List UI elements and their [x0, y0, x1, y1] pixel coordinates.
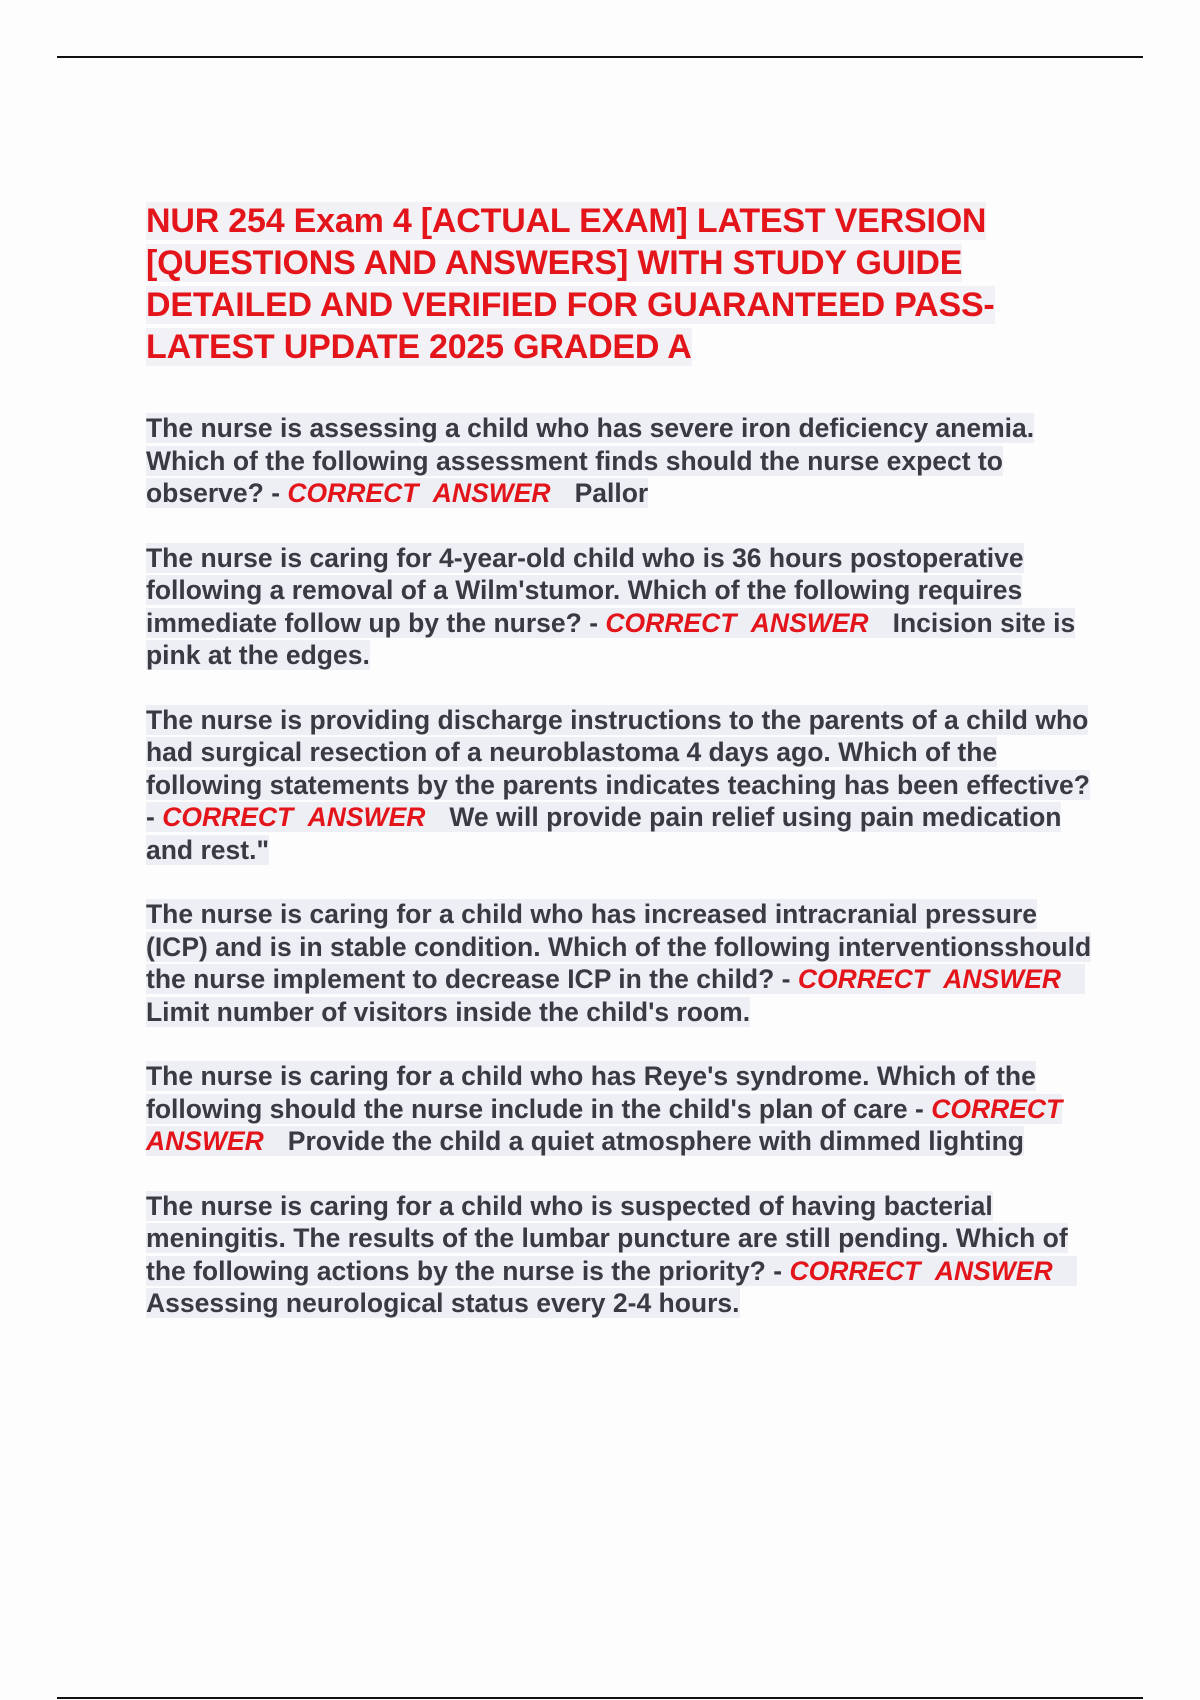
answer-text: Limit number of visitors inside the child's room.	[146, 996, 751, 1027]
question-text: The nurse is caring for a child who has increased intracranial pressure (ICP) and is in stable condition. Which of the following interventionsshould the nurse implement to decrease ICP in the child? -	[146, 899, 1092, 994]
answer-text: Pallor	[574, 478, 649, 508]
correct-answer-label: CORRECT ANSWER	[146, 1093, 1063, 1156]
question-text: The nurse is assessing a child who has severe iron deficiency anemia. Which of the following assessment finds should the nurse expect to observe? -	[146, 413, 1035, 508]
answer-text: Provide the child a quiet atmosphere with dimmed lighting	[287, 1126, 1024, 1156]
document-title-text: NUR 254 Exam 4 [ACTUAL EXAM] LATEST VERSION [QUESTIONS AND ANSWERS] WITH STUDY GUIDE DETAILED AND VERIFIED FOR GUARANTEED PASS-LATEST UPDATE 2025 GRADED A	[146, 202, 995, 366]
qa-item	[146, 1060, 1096, 1158]
header-rule	[57, 56, 1143, 58]
qa-item	[146, 704, 1096, 867]
question-text: The nurse is caring for a child who is suspected of having bacterial meningitis. The results of the lumbar puncture are still pending. Which of the following actions by the nurse is the priority? -	[146, 1190, 1068, 1286]
qa-item	[146, 898, 1096, 1028]
correct-answer-label: CORRECT ANSWER	[287, 478, 551, 508]
question-text: The nurse is providing discharge instructions to the parents of a child who had surgical resection of a neuroblastoma 4 days ago. Which of the following statements by the parents indicates teaching has been effective? -	[146, 704, 1090, 832]
qa-item	[146, 412, 1096, 510]
question-text: The nurse is caring for 4-year-old child who is 36 hours postoperative following a removal of a Wilm'stumor. Which of the following requires immediate follow up by the nurse? -	[146, 542, 1024, 638]
document-body	[146, 200, 1096, 1352]
question-text: The nurse is caring for a child who has Reye's syndrome. Which of the following should the nurse include in the child's plan of care -	[146, 1061, 1036, 1124]
qa-item	[146, 542, 1096, 672]
answer-text: Assessing neurological status every 2-4 hours.	[146, 1288, 740, 1318]
answer-text: Incision site is pink at the edges.	[146, 607, 1076, 670]
document-title	[146, 200, 1096, 368]
correct-answer-label: CORRECT ANSWER	[605, 607, 869, 638]
correct-answer-label: CORRECT ANSWER	[789, 1255, 1053, 1286]
qa-item	[146, 1190, 1096, 1320]
footer-rule	[57, 1697, 1143, 1699]
correct-answer-label: CORRECT ANSWER	[797, 964, 1062, 994]
correct-answer-label: CORRECT ANSWER	[162, 802, 426, 832]
answer-text: We will provide pain relief using pain medication and rest."	[146, 802, 1062, 865]
